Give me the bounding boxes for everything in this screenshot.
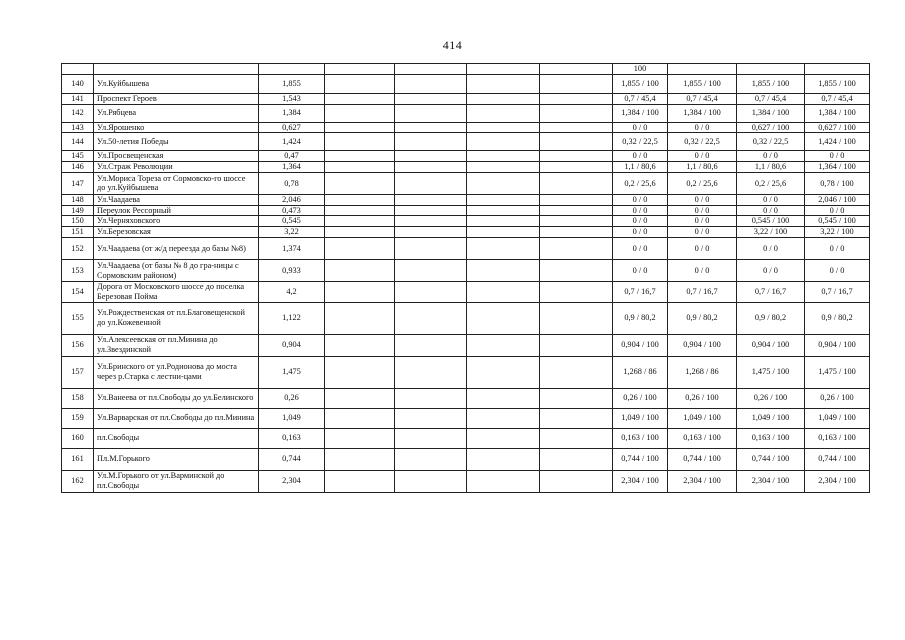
value-col-3: 0,904 / 100 [737, 334, 805, 356]
empty-cell [467, 388, 540, 408]
empty-cell [467, 194, 540, 205]
row-number: 161 [62, 448, 94, 470]
length-value: 0,933 [259, 260, 325, 282]
street-name: Ул.Рябцева [94, 104, 259, 122]
table-row [62, 122, 870, 133]
empty-cell [325, 227, 395, 238]
empty-cell [467, 448, 540, 470]
street-name: Ул.Березовская [94, 227, 259, 238]
row-number: 151 [62, 227, 94, 238]
value-col-4: 2,304 / 100 [805, 470, 870, 492]
empty-cell [395, 151, 467, 162]
value-col-4: 0 / 0 [805, 260, 870, 282]
empty-cell [540, 428, 613, 448]
value-col-2: 1,268 / 86 [668, 356, 737, 388]
table-cell [540, 64, 613, 75]
length-value: 1,122 [259, 302, 325, 334]
empty-cell [540, 238, 613, 260]
empty-cell [467, 227, 540, 238]
value-col-3: 0 / 0 [737, 205, 805, 216]
empty-cell [467, 162, 540, 173]
value-col-1: 2,304 / 100 [613, 470, 668, 492]
value-col-3: 0 / 0 [737, 194, 805, 205]
row-number: 141 [62, 93, 94, 104]
empty-cell [395, 302, 467, 334]
value-col-3: 0 / 0 [737, 260, 805, 282]
length-value: 2,304 [259, 470, 325, 492]
length-value: 1,374 [259, 238, 325, 260]
row-number: 154 [62, 282, 94, 303]
value-col-3: 0,545 / 100 [737, 216, 805, 227]
value-col-1: 0 / 0 [613, 151, 668, 162]
value-col-4: 0,627 / 100 [805, 122, 870, 133]
table-cell [94, 64, 259, 75]
value-col-2: 0,7 / 45,4 [668, 93, 737, 104]
empty-cell [467, 172, 540, 194]
empty-cell [325, 122, 395, 133]
length-value: 1,384 [259, 104, 325, 122]
empty-cell [540, 216, 613, 227]
empty-cell [540, 302, 613, 334]
value-col-1: 0,7 / 16,7 [613, 282, 668, 303]
table-cell [259, 64, 325, 75]
value-col-2: 0 / 0 [668, 122, 737, 133]
roads-table [61, 63, 870, 493]
table-row [62, 334, 870, 356]
table-body [62, 64, 870, 493]
street-name: Ул.Алексеевская от пл.Минина до ул.Звездинской [94, 334, 259, 356]
empty-cell [540, 205, 613, 216]
table-cell [805, 64, 870, 75]
value-col-3: 0,2 / 25,6 [737, 172, 805, 194]
empty-cell [325, 470, 395, 492]
length-value: 0,78 [259, 172, 325, 194]
length-value: 1,049 [259, 408, 325, 428]
empty-cell [540, 93, 613, 104]
street-name: Ул.Чаадаева (от ж/д переезда до базы №8) [94, 238, 259, 260]
empty-cell [325, 448, 395, 470]
value-col-1: 0 / 0 [613, 227, 668, 238]
value-col-4: 0,163 / 100 [805, 428, 870, 448]
table-row [62, 227, 870, 238]
length-value: 1,543 [259, 93, 325, 104]
length-value: 4,2 [259, 282, 325, 303]
empty-cell [395, 104, 467, 122]
street-name: Ул.Бринского от ул.Родионова до моста через р.Старка с лестни-цами [94, 356, 259, 388]
value-col-1: 0 / 0 [613, 216, 668, 227]
value-col-1: 0,744 / 100 [613, 448, 668, 470]
value-col-2: 0,26 / 100 [668, 388, 737, 408]
empty-cell [395, 133, 467, 151]
value-col-2: 0 / 0 [668, 260, 737, 282]
empty-cell [325, 151, 395, 162]
empty-cell [467, 104, 540, 122]
table-row [62, 172, 870, 194]
empty-cell [395, 428, 467, 448]
page-number: 414 [442, 38, 463, 52]
value-col-2: 0,2 / 25,6 [668, 172, 737, 194]
row-number: 157 [62, 356, 94, 388]
empty-cell [325, 93, 395, 104]
table-row [62, 408, 870, 428]
table-row [62, 133, 870, 151]
value-col-1: 0 / 0 [613, 260, 668, 282]
length-value: 1,475 [259, 356, 325, 388]
empty-cell [467, 428, 540, 448]
value-col-1: 0,163 / 100 [613, 428, 668, 448]
empty-cell [540, 122, 613, 133]
table-cell [325, 64, 395, 75]
empty-cell [395, 172, 467, 194]
value-col-1: 0,904 / 100 [613, 334, 668, 356]
empty-cell [395, 122, 467, 133]
length-value: 1,855 [259, 74, 325, 93]
empty-cell [395, 388, 467, 408]
value-col-3: 0,7 / 16,7 [737, 282, 805, 303]
value-col-4: 1,424 / 100 [805, 133, 870, 151]
value-col-1: 0,9 / 80,2 [613, 302, 668, 334]
street-name: Ул.Мориса Тореза от Сормовско-го шоссе до ул.Куйбышева [94, 172, 259, 194]
value-col-4: 0,904 / 100 [805, 334, 870, 356]
length-value: 2,046 [259, 194, 325, 205]
street-name: Дорога от Московского шоссе до поселка Березовая Пойма [94, 282, 259, 303]
value-col-2: 0 / 0 [668, 238, 737, 260]
value-col-4: 3,22 / 100 [805, 227, 870, 238]
empty-cell [395, 227, 467, 238]
empty-cell [325, 238, 395, 260]
table-cell [467, 64, 540, 75]
empty-cell [395, 194, 467, 205]
table-row [62, 151, 870, 162]
value-col-3: 0,744 / 100 [737, 448, 805, 470]
empty-cell [325, 428, 395, 448]
empty-cell [540, 408, 613, 428]
table-cell [668, 64, 737, 75]
value-col-1: 0 / 0 [613, 194, 668, 205]
empty-cell [467, 470, 540, 492]
value-col-2: 0 / 0 [668, 151, 737, 162]
table-row [62, 216, 870, 227]
empty-cell [325, 172, 395, 194]
empty-cell [395, 408, 467, 428]
value-col-1: 1,855 / 100 [613, 74, 668, 93]
table-row [62, 162, 870, 173]
length-value: 0,26 [259, 388, 325, 408]
empty-cell [467, 238, 540, 260]
value-col-4: 2,046 / 100 [805, 194, 870, 205]
value-col-2: 1,384 / 100 [668, 104, 737, 122]
value-col-3: 1,855 / 100 [737, 74, 805, 93]
value-col-3: 0,7 / 45,4 [737, 93, 805, 104]
empty-cell [467, 133, 540, 151]
value-col-3: 0,163 / 100 [737, 428, 805, 448]
row-number: 140 [62, 74, 94, 93]
value-col-4: 1,364 / 100 [805, 162, 870, 173]
empty-cell [540, 227, 613, 238]
value-col-4: 0,78 / 100 [805, 172, 870, 194]
table-row [62, 104, 870, 122]
value-col-3: 0 / 0 [737, 151, 805, 162]
value-col-1: 0 / 0 [613, 238, 668, 260]
table-row [62, 470, 870, 492]
empty-cell [540, 104, 613, 122]
row-number: 153 [62, 260, 94, 282]
value-col-1: 1,384 / 100 [613, 104, 668, 122]
street-name: Ул.Варварская от пл.Свободы до пл.Минина [94, 408, 259, 428]
empty-cell [467, 356, 540, 388]
street-name: Ул.50-летия Победы [94, 133, 259, 151]
empty-cell [395, 356, 467, 388]
length-value: 3,22 [259, 227, 325, 238]
street-name: Проспект Героев [94, 93, 259, 104]
empty-cell [540, 172, 613, 194]
value-col-4: 0 / 0 [805, 151, 870, 162]
value-col-1: 0,7 / 45,4 [613, 93, 668, 104]
value-col-2: 0 / 0 [668, 216, 737, 227]
row-number: 146 [62, 162, 94, 173]
value-col-2: 1,1 / 80,6 [668, 162, 737, 173]
empty-cell [395, 162, 467, 173]
empty-cell [395, 470, 467, 492]
row-number: 145 [62, 151, 94, 162]
empty-cell [540, 282, 613, 303]
value-col-4: 1,855 / 100 [805, 74, 870, 93]
value-col-1: 0 / 0 [613, 122, 668, 133]
value-col-3: 0,26 / 100 [737, 388, 805, 408]
street-name: Ул.Ярошенко [94, 122, 259, 133]
empty-cell [467, 408, 540, 428]
value-col-2: 1,855 / 100 [668, 74, 737, 93]
value-col-2: 0,7 / 16,7 [668, 282, 737, 303]
row-number: 148 [62, 194, 94, 205]
value-col-4: 0,744 / 100 [805, 448, 870, 470]
value-col-2: 0 / 0 [668, 205, 737, 216]
empty-cell [467, 260, 540, 282]
empty-cell [540, 194, 613, 205]
empty-cell [467, 151, 540, 162]
empty-cell [325, 260, 395, 282]
empty-cell [395, 282, 467, 303]
length-value: 1,424 [259, 133, 325, 151]
empty-cell [395, 216, 467, 227]
street-name: Переулок Рессорный [94, 205, 259, 216]
empty-cell [540, 334, 613, 356]
value-col-4: 0,545 / 100 [805, 216, 870, 227]
value-col-3: 0,9 / 80,2 [737, 302, 805, 334]
empty-cell [325, 356, 395, 388]
row-number: 142 [62, 104, 94, 122]
value-col-1: 1,1 / 80,6 [613, 162, 668, 173]
value-col-2: 0,744 / 100 [668, 448, 737, 470]
street-name: Ул.Черняховского [94, 216, 259, 227]
row-number: 155 [62, 302, 94, 334]
empty-cell [467, 205, 540, 216]
empty-cell [325, 194, 395, 205]
value-col-2: 0 / 0 [668, 227, 737, 238]
empty-cell [540, 133, 613, 151]
empty-cell [467, 282, 540, 303]
empty-cell [467, 74, 540, 93]
value-col-4: 1,384 / 100 [805, 104, 870, 122]
empty-cell [395, 260, 467, 282]
table-row [62, 302, 870, 334]
table-row [62, 282, 870, 303]
value-col-3: 0,32 / 22,5 [737, 133, 805, 151]
empty-cell [540, 356, 613, 388]
value-col-3: 1,384 / 100 [737, 104, 805, 122]
value-col-3: 0 / 0 [737, 238, 805, 260]
length-value: 0,744 [259, 448, 325, 470]
empty-cell [540, 74, 613, 93]
street-name: Ул.Чаадаева [94, 194, 259, 205]
value-col-1: 1,049 / 100 [613, 408, 668, 428]
street-name: Ул.Просвещенская [94, 151, 259, 162]
empty-cell [325, 334, 395, 356]
empty-cell [395, 93, 467, 104]
value-col-3: 2,304 / 100 [737, 470, 805, 492]
value-col-2: 0,32 / 22,5 [668, 133, 737, 151]
empty-cell [395, 238, 467, 260]
empty-cell [540, 470, 613, 492]
value-col-1: 0,2 / 25,6 [613, 172, 668, 194]
street-name: Ул.Чаадаева (от базы № 8 до гра-ницы с Сормовским районом) [94, 260, 259, 282]
value-col-4: 0,7 / 45,4 [805, 93, 870, 104]
empty-cell [467, 302, 540, 334]
value-col-4: 0,26 / 100 [805, 388, 870, 408]
length-value: 0,473 [259, 205, 325, 216]
row-number: 144 [62, 133, 94, 151]
row-number: 149 [62, 205, 94, 216]
street-name: Пл.М.Горького [94, 448, 259, 470]
row-number: 147 [62, 172, 94, 194]
empty-cell [325, 162, 395, 173]
street-name: Ул.Куйбышева [94, 74, 259, 93]
length-value: 1,364 [259, 162, 325, 173]
empty-cell [540, 162, 613, 173]
length-value: 0,545 [259, 216, 325, 227]
row-number: 162 [62, 470, 94, 492]
value-col-3: 1,475 / 100 [737, 356, 805, 388]
value-col-1: 0,32 / 22,5 [613, 133, 668, 151]
empty-cell [467, 122, 540, 133]
street-name: Ул.Страж Революции [94, 162, 259, 173]
table-cell [737, 64, 805, 75]
row-number: 159 [62, 408, 94, 428]
empty-cell [325, 388, 395, 408]
empty-cell [395, 74, 467, 93]
value-col-4: 1,475 / 100 [805, 356, 870, 388]
empty-cell [467, 216, 540, 227]
empty-cell [540, 448, 613, 470]
empty-cell [325, 104, 395, 122]
length-value: 0,627 [259, 122, 325, 133]
value-col-1: 0 / 0 [613, 205, 668, 216]
value-col-3: 3,22 / 100 [737, 227, 805, 238]
empty-cell [325, 205, 395, 216]
value-col-2: 0,163 / 100 [668, 428, 737, 448]
table-row [62, 388, 870, 408]
continued-value: 100 [613, 64, 668, 75]
empty-cell [395, 448, 467, 470]
row-number: 160 [62, 428, 94, 448]
row-number: 152 [62, 238, 94, 260]
table-row [62, 194, 870, 205]
row-number: 150 [62, 216, 94, 227]
row-number: 156 [62, 334, 94, 356]
empty-cell [325, 408, 395, 428]
table-row [62, 93, 870, 104]
length-value: 0,163 [259, 428, 325, 448]
empty-cell [540, 388, 613, 408]
row-number: 143 [62, 122, 94, 133]
empty-cell [395, 205, 467, 216]
table-row [62, 260, 870, 282]
value-col-3: 0,627 / 100 [737, 122, 805, 133]
empty-cell [467, 334, 540, 356]
length-value: 0,47 [259, 151, 325, 162]
value-col-4: 1,049 / 100 [805, 408, 870, 428]
table-cell [62, 64, 94, 75]
value-col-2: 2,304 / 100 [668, 470, 737, 492]
table-row [62, 205, 870, 216]
empty-cell [467, 93, 540, 104]
empty-cell [325, 282, 395, 303]
table-cell [395, 64, 467, 75]
value-col-4: 0,7 / 16,7 [805, 282, 870, 303]
value-col-4: 0 / 0 [805, 205, 870, 216]
table-row [62, 74, 870, 93]
value-col-3: 1,049 / 100 [737, 408, 805, 428]
continuation-row [62, 64, 870, 75]
value-col-3: 1,1 / 80,6 [737, 162, 805, 173]
value-col-4: 0 / 0 [805, 238, 870, 260]
street-name: пл.Свободы [94, 428, 259, 448]
length-value: 0,904 [259, 334, 325, 356]
table-row [62, 428, 870, 448]
street-name: Ул.Ванеева от пл.Свободы до ул.Белинского [94, 388, 259, 408]
street-name: Ул.Рождественская от пл.Благовещенской до ул.Кожевенной [94, 302, 259, 334]
value-col-1: 1,268 / 86 [613, 356, 668, 388]
value-col-2: 1,049 / 100 [668, 408, 737, 428]
row-number: 158 [62, 388, 94, 408]
value-col-2: 0,9 / 80,2 [668, 302, 737, 334]
table-row [62, 356, 870, 388]
value-col-1: 0,26 / 100 [613, 388, 668, 408]
value-col-2: 0,904 / 100 [668, 334, 737, 356]
empty-cell [540, 260, 613, 282]
street-name: Ул.М.Горького от ул.Варминской до пл.Свободы [94, 470, 259, 492]
value-col-2: 0 / 0 [668, 194, 737, 205]
empty-cell [325, 133, 395, 151]
table-row [62, 448, 870, 470]
empty-cell [325, 74, 395, 93]
value-col-4: 0,9 / 80,2 [805, 302, 870, 334]
empty-cell [540, 151, 613, 162]
empty-cell [395, 334, 467, 356]
empty-cell [325, 216, 395, 227]
empty-cell [325, 302, 395, 334]
table-row [62, 238, 870, 260]
